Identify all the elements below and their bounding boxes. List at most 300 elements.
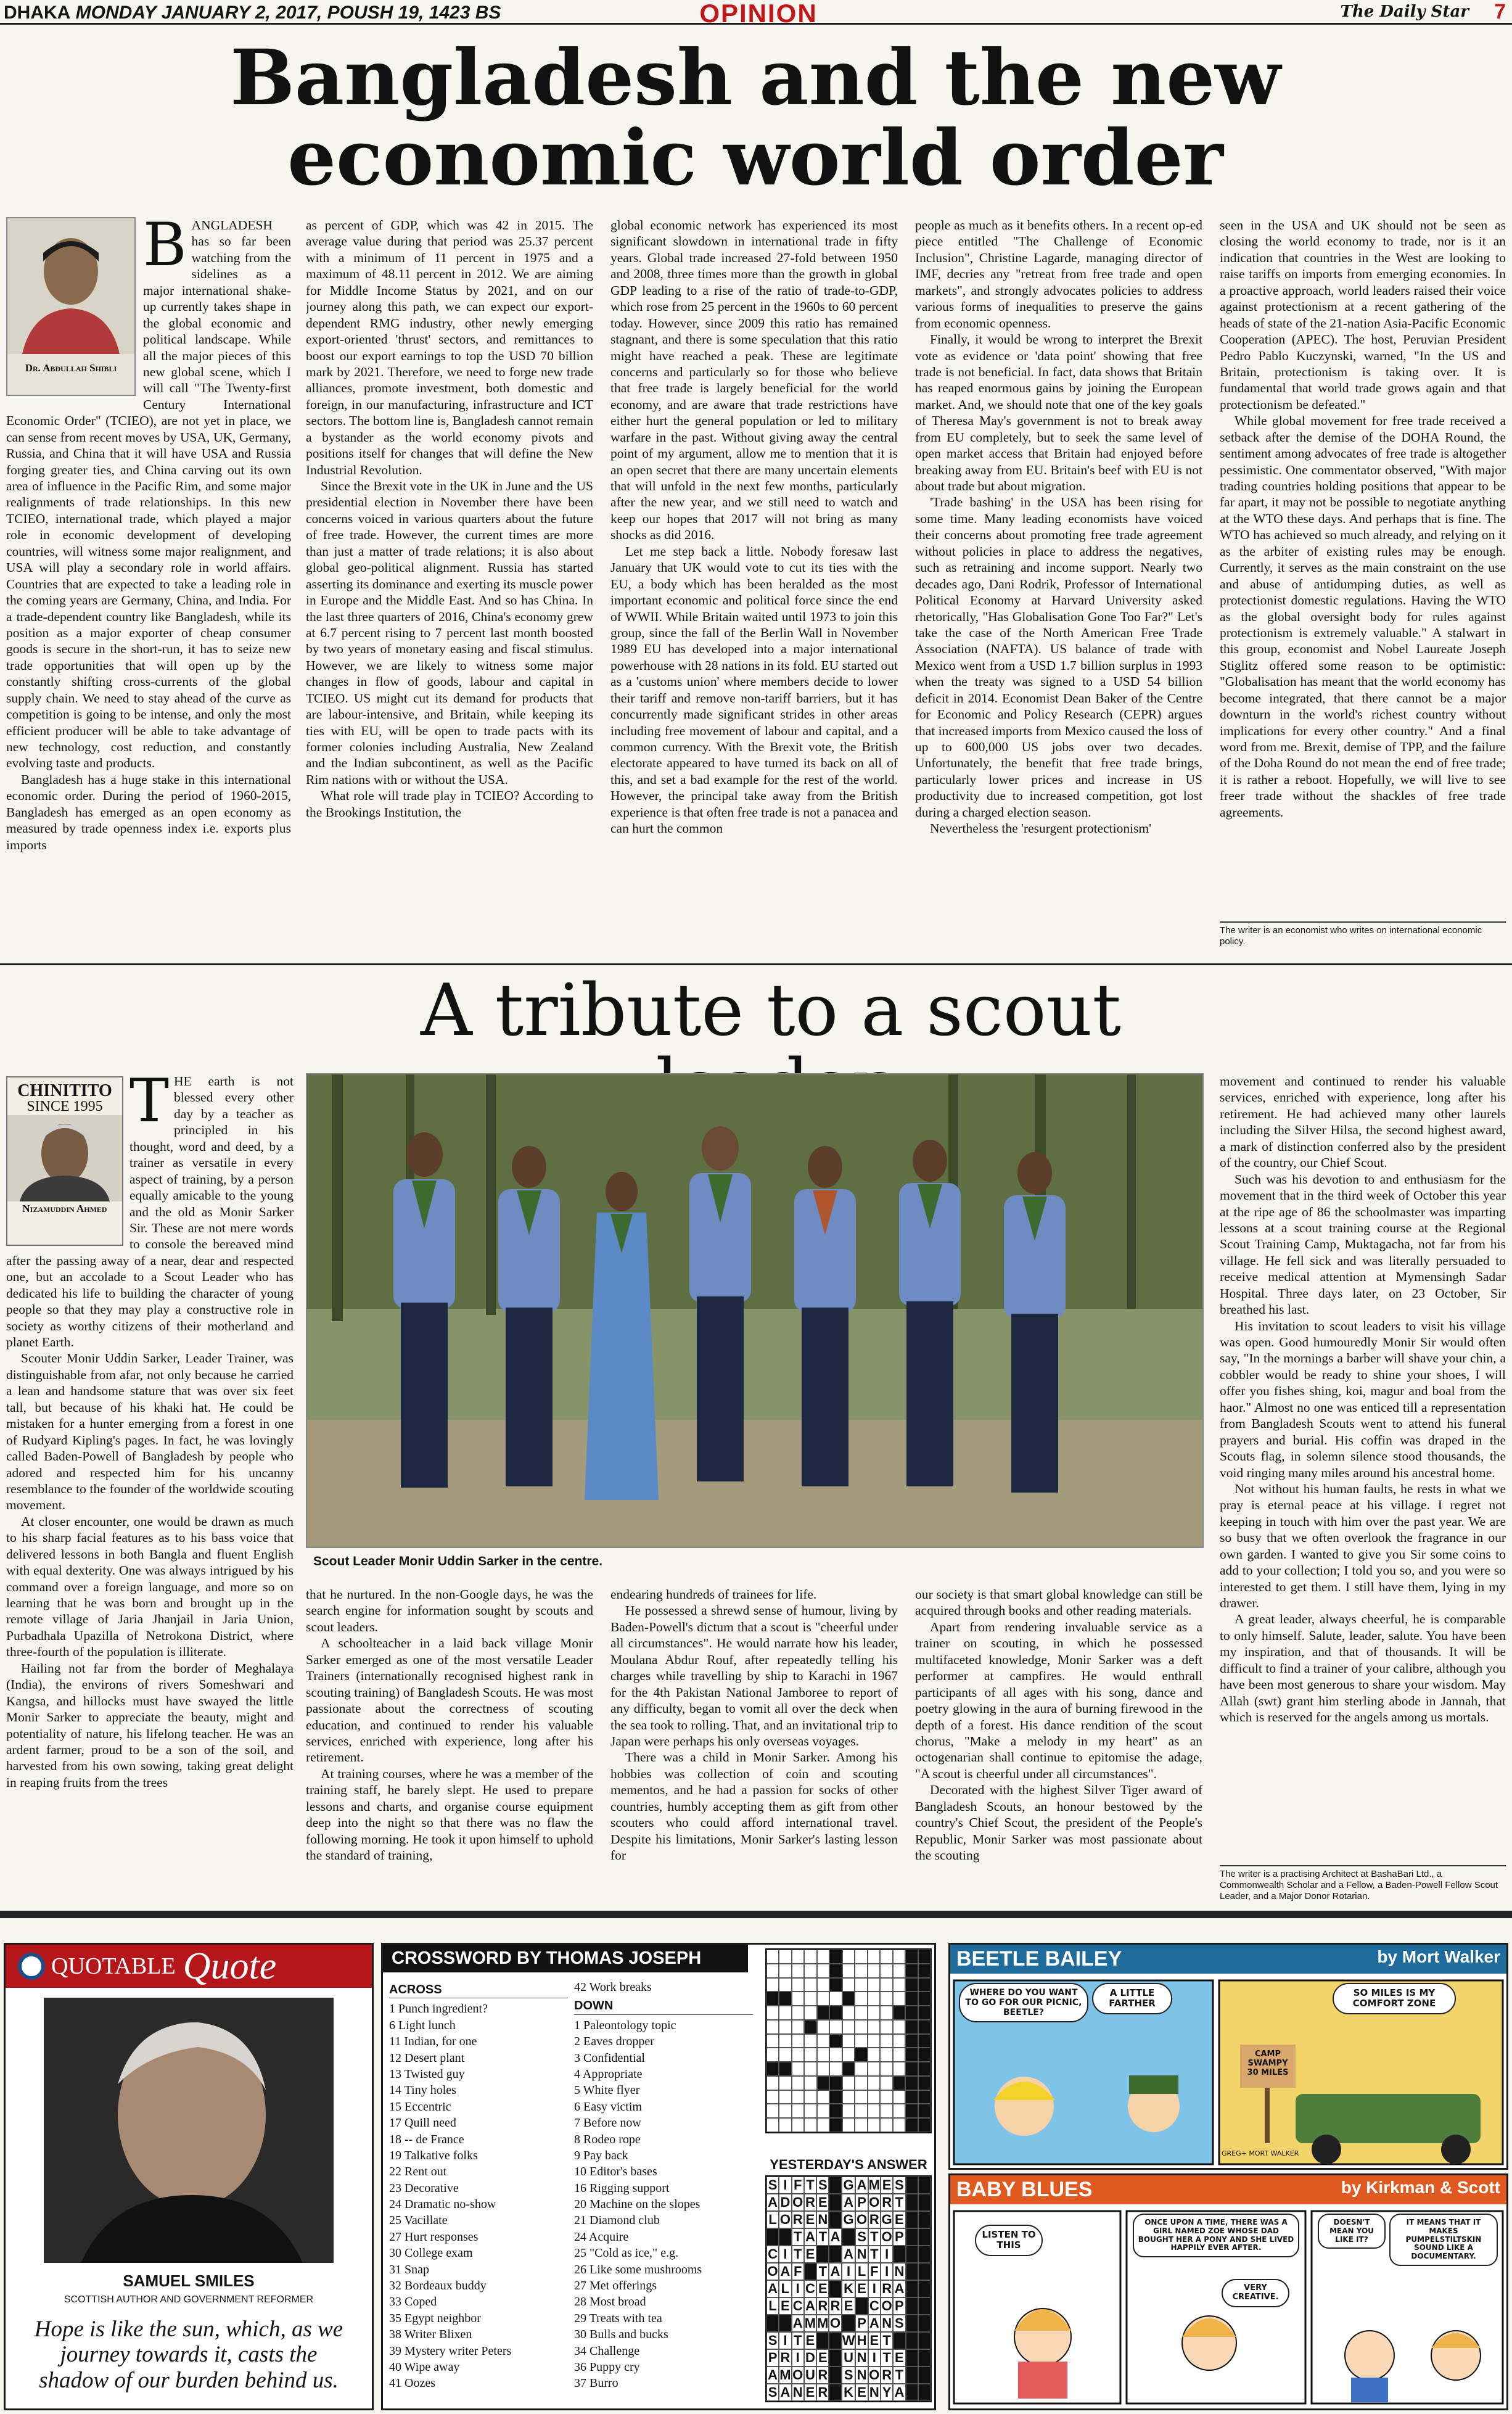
answer-cell: T: [792, 2246, 804, 2263]
crossword-cell[interactable]: [779, 2048, 791, 2062]
crossword-cell[interactable]: [804, 2006, 816, 2020]
crossword-cell[interactable]: [893, 2034, 905, 2048]
baby-bubble-5: IT MEANS THAT IT MAKES PUMPELSTILTSKIN SOUND LIKE A DOCUMENTARY.: [1389, 2214, 1498, 2266]
crossword-cell[interactable]: [855, 1950, 867, 1964]
crossword-cell[interactable]: [792, 2104, 804, 2118]
article2-headline: A tribute to a scout: [421, 969, 1121, 1052]
article2-col1: T HE earth is not blessed every other day by a teacher as principled in his thought, word and deed, by a trainer as versatile in every aspect of training, by a person equally amicable to the young and the old as Monir Sarker Sir. These are not mere words to console the bereaved mind after the passing away of a near, dear and respected one, but an accolade to a Scout Leader who has dedicated his life to building the character of young people so that they may play a constructive role in society as worthy citizens of their motherland and planet Earth. Scouter Monir Uddin Sarker, Leader Trainer, was distinguishable from afar, not only because he carried a lean and handsome stature that was over six feet tall, but because of his khaki hat. He could be mistaken for a hunter emerging from a forest in one of Rudyard Kipling's pages. In fact, he was lovingly called Baden-Powell of Bangladesh by people who adored and respected him for his uncanny resemblance to the founder of the worldwide scouting movement. At closer encounter, one would be drawn as much to his sharp facial features as to his bass voice that delivered lessons in both Bangla and fluent English with equal dexterity. One was always intrigued by his command over a foreign language, and more so on learning that he was born and brought up in the remote village of Jaria Jhanjail in Jaria Union, Purbadhala Upazilla of Netrokona District, where three-fourth of the population is illiterate. Hailing not far from the border of Meghalaya (India), the environs of rivers Someshwari and Kangsa, and hillocks must have swayed the little Monir Sarker to appreciate the beauty, might and potentiality of nature, his lifelong teacher. He was an ardent farmer, proud to be a son of the soil, and harvested from his own sowing, taking great delight in reaping fruits from the trees: [6, 1073, 294, 1790]
crossword-cell[interactable]: [868, 1950, 880, 1964]
crossword-cell: [766, 1992, 779, 2006]
article2-col3: endearing hundreds of trainees for life. He possessed a shrewd sense of humour, living by Baden-Powell's dictum that a scout is "cheerful under all circumstances". He would narrate how his leader, Moulana Abdur Rouf, after repeatedly telling his charges while travelling by ship to Karachi in 1967 for the 4th Pakistan National Jamboree to report of any difficulty, began to vomit all over the deck when the sea took to rolling. That, and an invitational trip to Japan were perhaps his only overseas voyages. There was a child in Monir Sarker. Among his hobbies was collection of coin and scouting mementos, and he had a passion for socks of other countries, humbly accepting them as gift from other scouters who could afford international travel. Despite his limitations, Monir Sarker's lasting lesson for: [610, 1587, 898, 1863]
crossword-cell: [779, 1992, 791, 2006]
crossword-cell[interactable]: [804, 2118, 816, 2132]
crossword-cell[interactable]: [855, 2006, 867, 2020]
answer-cell: [829, 2349, 841, 2367]
answer-cell: T: [881, 2332, 893, 2349]
crossword-cell: [905, 2062, 918, 2076]
answer-cell: L: [779, 2280, 791, 2297]
answer-cell: S: [893, 2315, 905, 2332]
across-clues: ACROSS 1 Punch ingredient? 6 Light lunch 11 Indian, for one 12 Desert plant 13 Twisted guy 14 Tiny holes 15 Eccentric 17 Quill need 18 -- de France 19 Talkative folks 22 Rent out 23 Decorative 24 Dramatic no-show 25 Vacillate 27 Hurt responses 30 College exam 31 Snap 32 Bordeaux buddy 33 Coped 35 Egypt neighbor 38 Writer Blixen 39 Mystery writer Peters 40 Wipe away 41 Oozes: [389, 1979, 568, 2392]
answer-cell: [906, 2177, 918, 2194]
answer-cell: A: [766, 2367, 779, 2384]
crossword-cell[interactable]: [817, 2118, 829, 2132]
crossword-cell[interactable]: [817, 2048, 829, 2062]
answer-cell: E: [804, 2246, 816, 2263]
samuel-smiles-portrait: [44, 1998, 334, 2263]
crossword-cell: [918, 1950, 931, 1964]
answer-cell: E: [779, 2297, 791, 2315]
crossword-cell[interactable]: [893, 1992, 905, 2006]
crossword-cell[interactable]: [766, 1950, 779, 1964]
crossword-cell[interactable]: [893, 1964, 905, 1978]
crossword-cell[interactable]: [842, 1964, 855, 1978]
answer-cell: N: [881, 2315, 893, 2332]
answer-cell: [918, 2263, 931, 2280]
crossword-cell[interactable]: [817, 2090, 829, 2104]
answer-cell: [918, 2297, 931, 2315]
crossword-cell[interactable]: [868, 2006, 880, 2020]
divider: [0, 1911, 1512, 1918]
crossword-cell[interactable]: [804, 2062, 816, 2076]
crossword-cell[interactable]: [880, 2006, 892, 2020]
answer-cell: [906, 2211, 918, 2228]
crossword-cell[interactable]: [880, 2118, 892, 2132]
crossword-cell: [918, 1964, 931, 1978]
answer-cell: O: [792, 2367, 803, 2383]
answer-cell: C: [804, 2280, 816, 2297]
crossword-cell[interactable]: [779, 2020, 791, 2034]
crossword-cell: [905, 1978, 918, 1992]
answer-cell: S: [842, 2367, 856, 2384]
crossword-cell: [905, 2006, 918, 2020]
crossword-cell[interactable]: [842, 1950, 855, 1964]
crossword-cell[interactable]: [893, 2062, 905, 2076]
answer-cell: E: [855, 2280, 868, 2297]
crossword-cell: [918, 2062, 931, 2076]
answer-cell: [918, 2211, 931, 2228]
crossword-cell[interactable]: [868, 2076, 880, 2090]
answer-cell: T: [868, 2228, 881, 2246]
crossword-cell[interactable]: [868, 2090, 880, 2104]
crossword-cell[interactable]: [893, 2048, 905, 2062]
crossword-cell[interactable]: [792, 1950, 804, 1964]
baby-bubble-3: VERY CREATIVE.: [1222, 2279, 1289, 2307]
scout-photo: [306, 1073, 1204, 1548]
column-since: SINCE 1995: [27, 1098, 103, 1114]
crossword-cell[interactable]: [766, 2006, 779, 2020]
crossword-cell[interactable]: [880, 2062, 892, 2076]
crossword-cell: [893, 2076, 905, 2090]
answer-cell: [816, 2246, 829, 2263]
answer-cell: S: [766, 2384, 779, 2401]
answer-cell: O: [792, 2194, 803, 2210]
article1-dropcap: B: [143, 217, 187, 279]
crossword-cell: [829, 2090, 842, 2104]
crossword-cell[interactable]: [779, 2104, 791, 2118]
answer-cell: N: [816, 2211, 829, 2228]
answer-cell: E: [893, 2349, 905, 2367]
answer-cell: O: [869, 2194, 880, 2210]
answer-cell: H: [855, 2332, 868, 2349]
crossword-cell[interactable]: [880, 2090, 892, 2104]
answer-cell: [906, 2297, 918, 2315]
answer-cell: I: [881, 2246, 893, 2263]
answer-cell: M: [868, 2177, 881, 2193]
article2-byline: Nizamuddin Ahmed: [22, 1203, 107, 1214]
answer-cell: [918, 2228, 931, 2246]
answer-cell: I: [868, 2349, 881, 2367]
crossword-grid[interactable]: [765, 1948, 932, 2133]
answer-cell: N: [855, 2246, 868, 2263]
crossword-cell[interactable]: [868, 2034, 880, 2048]
crossword-cell[interactable]: [829, 2020, 842, 2034]
answer-cell: T: [893, 2194, 905, 2211]
answer-cell: T: [893, 2367, 905, 2384]
down-clues: 42 Work breaks DOWN 1 Paleontology topic 2 Eaves dropper 3 Confidential 4 Appropriate 5 White flyer 6 Easy victim 7 Before now 8 Rodeo rope 9 Pay back 10 Editor's bases 16 Rigging support 20 Machine on the slopes 21 Diamond club 24 Acquire 25 "Cold as ice," e.g. 26 Like some mushrooms 27 Met offerings 28 Most broad 29 Treats with tea 30 Bulls and bucks 34 Challenge 36 Puppy cry 37 Burro: [574, 1979, 753, 2392]
crossword-cell[interactable]: [817, 1992, 829, 2006]
crossword-cell[interactable]: [804, 2034, 816, 2048]
answer-cell: A: [868, 2315, 881, 2332]
crossword-cell[interactable]: [842, 2048, 855, 2062]
crossword-cell[interactable]: [880, 2104, 892, 2118]
answer-cell: N: [792, 2384, 804, 2401]
answer-cell: [779, 2228, 791, 2246]
crossword-cell[interactable]: [868, 2062, 880, 2076]
beetle-credit: GREG+ MORT WALKER: [1222, 2149, 1299, 2157]
crossword-cell[interactable]: [880, 1964, 892, 1978]
answer-cell: A: [842, 2194, 856, 2211]
crossword-cell[interactable]: [855, 2104, 867, 2118]
crossword-cell[interactable]: [868, 2118, 880, 2132]
answer-cell: [906, 2228, 918, 2246]
answer-cell: W: [842, 2333, 855, 2348]
answer-cell: [829, 2246, 841, 2263]
crossword-cell[interactable]: [880, 2034, 892, 2048]
crossword-cell[interactable]: [766, 2104, 779, 2118]
crossword-cell: [817, 2006, 829, 2020]
baby-bubble-1: LISTEN TO THIS: [975, 2225, 1043, 2256]
crossword-cell[interactable]: [792, 2006, 804, 2020]
answer-cell: A: [855, 2177, 868, 2194]
answer-cell: [918, 2315, 931, 2332]
crossword-cell[interactable]: [766, 2048, 779, 2062]
baby-blues-comic: [948, 2173, 1508, 2410]
answer-cell: T: [792, 2332, 804, 2349]
beetle-bubble-2: A LITTLE FARTHER: [1092, 1983, 1172, 2014]
crossword-cell[interactable]: [868, 2104, 880, 2118]
baby-bubble-4: DOESN'T MEAN YOU LIKE IT?: [1318, 2214, 1386, 2249]
crossword-cell[interactable]: [804, 1978, 816, 1992]
crossword-cell[interactable]: [842, 2076, 855, 2090]
answer-cell: M: [817, 2315, 829, 2331]
quote-logo-icon: [18, 1953, 45, 1980]
crossword-cell[interactable]: [817, 2020, 829, 2034]
crossword-cell[interactable]: [893, 2118, 905, 2132]
answer-cell: I: [792, 2349, 804, 2367]
article2-dropcap: T: [129, 1073, 170, 1135]
crossword-cell[interactable]: [792, 2076, 804, 2090]
answer-cell: E: [868, 2332, 881, 2349]
answer-cell: [906, 2384, 918, 2401]
crossword-cell[interactable]: [792, 2020, 804, 2034]
answer-cell: E: [816, 2194, 829, 2211]
crossword-cell[interactable]: [792, 2118, 804, 2132]
baby-bubble-2: ONCE UPON A TIME, THERE WAS A GIRL NAMED ZOE WHOSE DAD BOUGHT HER A PONY AND SHE LIVED HAPPILY EVER AFTER.: [1133, 2214, 1299, 2257]
crossword-cell[interactable]: [779, 1978, 791, 1992]
crossword-cell[interactable]: [817, 2104, 829, 2118]
answer-cell: R: [779, 2349, 791, 2367]
answer-cell: C: [868, 2297, 881, 2315]
answer-cell: [842, 2315, 856, 2332]
crossword-cell: [804, 2020, 816, 2034]
crossword-cell: [829, 2118, 842, 2132]
crossword-cell[interactable]: [893, 2090, 905, 2104]
crossword-cell[interactable]: [817, 2034, 829, 2048]
answer-cell: K: [842, 2280, 856, 2297]
crossword-cell: [829, 2034, 842, 2048]
crossword-cell[interactable]: [779, 2034, 791, 2048]
answer-cell: [918, 2280, 931, 2297]
answer-cell: Y: [881, 2384, 893, 2401]
crossword-cell[interactable]: [880, 1978, 892, 1992]
answer-cell: [906, 2349, 918, 2367]
crossword-cell[interactable]: [804, 2090, 816, 2104]
crossword-cell[interactable]: [779, 1950, 791, 1964]
beetle-bubble-1: WHERE DO YOU WANT TO GO FOR OUR PICNIC, BEETLE?: [959, 1983, 1088, 2022]
crossword-cell: [918, 2076, 931, 2090]
answer-cell: M: [779, 2367, 791, 2383]
answer-cell: [816, 2332, 829, 2349]
crossword-cell[interactable]: [804, 1950, 816, 1964]
answer-cell: C: [792, 2297, 804, 2315]
crossword-cell[interactable]: [804, 1964, 816, 1978]
answer-cell: [906, 2246, 918, 2263]
crossword-cell[interactable]: [855, 2062, 867, 2076]
crossword-cell: [918, 2006, 931, 2020]
answer-cell: A: [893, 2384, 905, 2401]
answer-cell: P: [893, 2228, 905, 2246]
answer-cell: T: [816, 2263, 829, 2280]
answer-cell: [779, 2315, 791, 2332]
article1-headline: Bangladesh and the new economic world order: [230, 33, 1281, 204]
crossword-cell[interactable]: [792, 2062, 804, 2076]
crossword-cell[interactable]: [817, 2062, 829, 2076]
answer-cell: N: [855, 2367, 868, 2384]
crossword-cell[interactable]: [842, 2118, 855, 2132]
answer-cell: O: [767, 2264, 778, 2279]
crossword-cell[interactable]: [868, 1978, 880, 1992]
answer-cell: [918, 2349, 931, 2367]
comic-author: by Kirkman & Scott: [1341, 2178, 1500, 2197]
crossword-cell[interactable]: [842, 2006, 855, 2020]
crossword-cell[interactable]: [766, 2034, 779, 2048]
crossword-cell[interactable]: [880, 1992, 892, 2006]
crossword-cell[interactable]: [766, 2020, 779, 2034]
answer-cell: [829, 2177, 841, 2194]
crossword-cell[interactable]: [766, 1978, 779, 1992]
crossword-cell: [829, 1978, 842, 1992]
answer-cell: R: [829, 2297, 841, 2315]
crossword-cell[interactable]: [893, 1950, 905, 1964]
answer-cell: I: [868, 2280, 881, 2297]
answer-cell: P: [855, 2315, 868, 2332]
answer-cell: U: [842, 2349, 856, 2367]
crossword-cell[interactable]: [766, 2090, 779, 2104]
crossword-cell[interactable]: [842, 1978, 855, 1992]
answer-cell: P: [855, 2194, 868, 2211]
answer-cell: O: [830, 2315, 841, 2331]
crossword-cell[interactable]: [804, 2048, 816, 2062]
crossword-cell[interactable]: [817, 1950, 829, 1964]
crossword-cell[interactable]: [855, 2020, 867, 2034]
crossword-cell[interactable]: [766, 1964, 779, 1978]
answer-cell: A: [766, 2280, 779, 2297]
answer-cell: N: [855, 2349, 868, 2367]
crossword-cell[interactable]: [766, 2076, 779, 2090]
crossword-cell: [918, 2048, 931, 2062]
crossword-cell: [779, 2062, 791, 2076]
answer-cell: E: [804, 2384, 816, 2401]
article1-byline: Dr. Abdullah Shibli: [25, 362, 117, 374]
crossword-cell[interactable]: [829, 2062, 842, 2076]
beetle-bailey-comic: [948, 1943, 1508, 2170]
answer-cell: D: [779, 2194, 791, 2211]
answer-cell: S: [766, 2332, 779, 2349]
crossword-cell[interactable]: [804, 1992, 816, 2006]
crossword-cell[interactable]: [880, 2076, 892, 2090]
article1-col5: seen in the USA and UK should not be seen as closing the world economy to trade, nor is it an indication that countries in the West are looking to raise tariffs on imports from emerging economies. In a proactive approach, world leaders raised their voice against protectionism at a recent gathering of the heads of state of the 21-nation Asia-Pacific Economic Cooperation (APEC). The host, Peruvian President Pedro Pablo Kuczynski, warned, "In the US and Britain, protectionism is taking over. It is fundamental that world trade grows again and that protectionism be defeated." While global movement for free trade received a setback after the demise of the DOHA Round, the sentiment among advocates of free trade is altogether pessimistic. One commentator observed, "With major trading countries holding positions that appear to be far apart, it may not be possible to negotiate anything at the WTO these days. And perhaps that is fine. The WTO has achieved so much already, and relying on it as the arbiter of existing rules may be enough. Currently, it serves as the main constraint on the use and abuse of antidumping duties, as well as protectionist domestic regulations. Having the WTO as the global oversight body for rules against protectionism is extremely valuable." A stalwart in this group, economist and Nobel Laureate Joseph Stiglitz offered some reason to be optimistic: "Globalisation has meant that the world economy has become integrated, that there cannot be a major downturn in the world's richest country without implications for every other country." And a final word from me. Brexit, demise of TPP, and the failure of the Doha Round do not mean the end of free trade; it is rather a reboot. Hopefully, we will live to see freer trade without the shackles of free trade agreements.: [1220, 218, 1506, 820]
answer-cell: D: [804, 2349, 816, 2367]
comic-author: by Mort Walker: [1377, 1947, 1500, 1966]
answer-cell: O: [881, 2229, 892, 2244]
crossword-cell[interactable]: [868, 1964, 880, 1978]
answer-cell: T: [868, 2246, 881, 2263]
answer-cell: [918, 2177, 931, 2194]
crossword-cell[interactable]: [855, 2076, 867, 2090]
crossword-cell[interactable]: [842, 2020, 855, 2034]
crossword-cell[interactable]: [792, 1978, 804, 1992]
crossword-cell[interactable]: [868, 1992, 880, 2006]
crossword-cell[interactable]: [893, 2020, 905, 2034]
answer-cell: P: [893, 2297, 905, 2315]
answer-cell: T: [804, 2177, 816, 2194]
scouts-group-image: [307, 1074, 1202, 1547]
answer-cell: P: [766, 2349, 779, 2367]
crossword-cell[interactable]: [842, 2090, 855, 2104]
crossword-cell[interactable]: [880, 2048, 892, 2062]
answer-cell: [829, 2367, 841, 2384]
crossword-cell[interactable]: [792, 2090, 804, 2104]
answer-cell: A: [829, 2228, 841, 2246]
column-name: CHINITITO: [17, 1081, 112, 1100]
quote-header: QUOTABLE Quote: [6, 1945, 372, 1988]
crossword-cell: [918, 1992, 931, 2006]
answer-cell: [906, 2194, 918, 2211]
answer-cell: A: [893, 2280, 905, 2297]
crossword-cell[interactable]: [804, 2104, 816, 2118]
answer-cell: [918, 2332, 931, 2349]
answer-cell: I: [779, 2332, 791, 2349]
crossword-cell: [918, 2090, 931, 2104]
quotable-quote-panel: [4, 1943, 374, 2410]
crossword-cell: [905, 2090, 918, 2104]
answer-cell: [906, 2315, 918, 2332]
crossword-cell[interactable]: [855, 1964, 867, 1978]
answer-cell: [918, 2384, 931, 2401]
article1-col1: B ANGLADESH has so far been watching from the sidelines as a major international shake-up currently takes shape in the global economic and political landscape. While all the major pieces of this new global scene, which I will call "The Twenty-first Century International Economic Order" (TCIEO), are not yet in place, we can sense from recent moves by USA, UK, Germany, Russia, and China that it will have USA and Russia forging greater ties, and China carving out its own area of influence in the Pacific Rim, and some major realignments of trade relationships. In this new TCIEO, international trade, which played a major role in economic development of developing countries, will witness some major realignment, and USA will play a secondary role in world affairs. Countries that are expected to take a leading role in the coming years are Germany, China, and India. For a trade-dependent country like Bangladesh, while its position as a major exporter of cheap consumer goods is secure in the short-run, it has to seize new trade opportunities that will open up by the constantly shifting cross-currents of the global supply chain. We need to stay ahead of the curve as competition is going to be intense, and only the most efficient producer will be able to take advantage of new technology, cost reduction, and constantly evolving taste and products. Bangladesh has a huge stake in this international economic order. During the period of 1960-2015, Bangladesh has emerged as an open economy as measured by trade openness index i.e. exports plus imports: [6, 217, 291, 852]
crossword-cell: [842, 1992, 855, 2006]
crossword-cell: [905, 2104, 918, 2118]
answer-cell: E: [816, 2280, 829, 2297]
crossword-cell[interactable]: [855, 2090, 867, 2104]
crossword-cell[interactable]: [779, 2118, 791, 2132]
crossword-cell[interactable]: [817, 1964, 829, 1978]
crossword-cell[interactable]: [893, 2104, 905, 2118]
crossword-cell[interactable]: [842, 2034, 855, 2048]
quote-author-role: SCOTTISH AUTHOR AND GOVERNMENT REFORMER: [64, 2294, 314, 2305]
answer-cell: [829, 2280, 841, 2297]
crossword-cell[interactable]: [855, 1978, 867, 1992]
answer-cell: R: [868, 2211, 881, 2228]
answer-cell: A: [779, 2384, 791, 2401]
crossword-cell[interactable]: [829, 1992, 842, 2006]
crossword-panel: [381, 1943, 936, 2410]
answer-cell: [906, 2332, 918, 2349]
crossword-cell[interactable]: [880, 1950, 892, 1964]
answer-cell: N: [868, 2384, 881, 2401]
crossword-cell[interactable]: [779, 2076, 791, 2090]
crossword-cell: [829, 1964, 842, 1978]
answer-cell: [855, 2297, 868, 2315]
answer-cell: N: [893, 2263, 905, 2280]
crossword-cell[interactable]: [792, 2048, 804, 2062]
crossword-cell[interactable]: [779, 2006, 791, 2020]
crossword-cell[interactable]: [855, 2034, 867, 2048]
crossword-cell: [829, 2104, 842, 2118]
answer-cell: A: [766, 2194, 779, 2211]
crossword-cell[interactable]: [842, 2104, 855, 2118]
yesterdays-answer-grid: [765, 2175, 932, 2402]
answer-cell: [906, 2367, 918, 2384]
crossword-cell: [766, 2062, 779, 2076]
crossword-cell[interactable]: [792, 2034, 804, 2048]
crossword-cell[interactable]: [868, 2048, 880, 2062]
crossword-cell[interactable]: [779, 2090, 791, 2104]
crossword-cell[interactable]: [804, 2076, 816, 2090]
article2-col2: that he nurtured. In the non-Google days, he was the search engine for information sought by scouts and scout leaders. A schoolteacher in a laid back village Monir Sarker emerged as one of the most versatile Leader Trainers (internationally recognised highest rank in scouting training) of Bangladesh Scouts. He was most passionate about the correctness of scouting education, and continued to render his valuable services, enriched with experience, long after his retirement. At training courses, where he was a member of the training staff, he barely slept. He used to prepare lessons and charts, and organise course equipment deep into the night so that there was no flaw the following morning. He took it upon himself to uphold the standard of training,: [306, 1587, 593, 1863]
answer-cell: E: [842, 2297, 856, 2315]
answer-cell: F: [792, 2263, 804, 2280]
crossword-cell[interactable]: [868, 2020, 880, 2034]
crossword-cell: [918, 2118, 931, 2132]
crossword-cell[interactable]: [779, 1964, 791, 1978]
crossword-cell[interactable]: [766, 2118, 779, 2132]
crossword-cell[interactable]: [829, 2048, 842, 2062]
crossword-cell[interactable]: [893, 1978, 905, 1992]
crossword-cell[interactable]: [855, 1992, 867, 2006]
crossword-cell[interactable]: [880, 2020, 892, 2034]
crossword-cell[interactable]: [792, 1992, 804, 2006]
answer-cell: A: [804, 2228, 816, 2246]
answer-cell: [829, 2194, 841, 2211]
section-label: OPINION: [699, 0, 818, 28]
crossword-cell: [829, 2076, 842, 2090]
crossword-cell[interactable]: [792, 1964, 804, 1978]
answer-cell: E: [816, 2349, 829, 2367]
answer-cell: I: [779, 2177, 791, 2194]
crossword-cell[interactable]: [855, 2118, 867, 2132]
crossword-cell[interactable]: [817, 1978, 829, 1992]
